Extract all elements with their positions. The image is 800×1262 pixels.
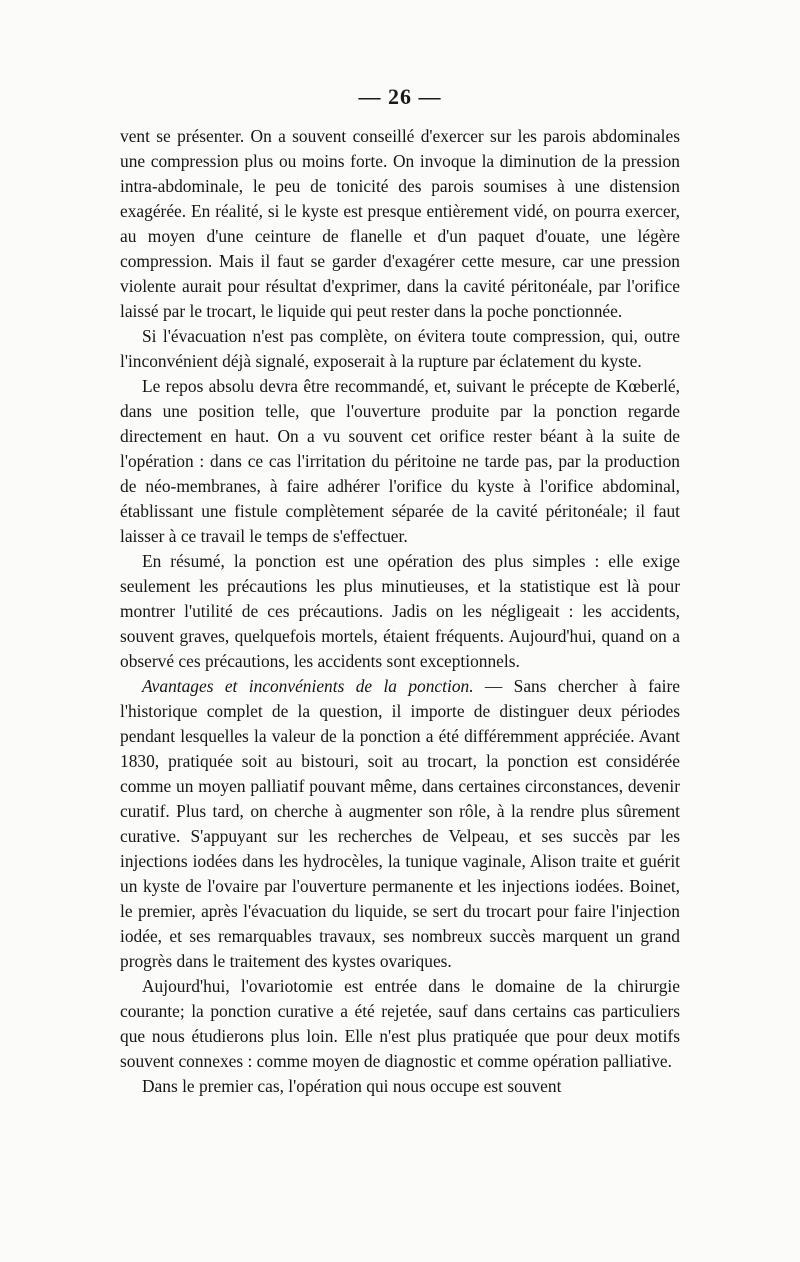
body-text (120, 124, 680, 1099)
paragraph: Le repos absolu devra être recommandé, et, suivant le précepte de Kœberlé, dans une position telle, que l'ouverture produite par la ponction regarde directement en haut. On a vu souvent cet orifice rester béant à la suite de l'opération : dans ce cas l'irritation du péritoine ne tarde pas, par la production de néo-membranes, à faire adhérer l'orifice du kyste à l'orifice abdominal, établissant une fistule complètement séparée de la cavité péritonéale; il faut laisser à ce travail le temps de s'effectuer. (120, 376, 680, 546)
paragraph: Si l'évacuation n'est pas complète, on évitera toute compression, qui, outre l'inconvénient déjà signalé, exposerait à la rupture par éclatement du kyste. (120, 326, 680, 371)
paragraph-body: — Sans chercher à faire l'historique complet de la question, il importe de distinguer deux périodes pendant lesquelles la valeur de la ponction a été différemment appréciée. Avant 1830, pratiquée soit au bistouri, soit au trocart, la ponction est considérée comme un moyen palliatif pouvant même, dans certaines circonstances, devenir curatif. Plus tard, on cherche à augmenter son rôle, à la rendre plus sûrement curative. S'appuyant sur les recherches de Velpeau, et ses succès par les injections iodées dans les hydrocèles, la tunique vaginale, Alison traite et guérit un kyste de l'ovaire par l'ouverture permanente et les injections iodées. Boinet, le premier, après l'évacuation du liquide, se sert du trocart pour faire l'injection iodée, et ses remarquables travaux, ses nombreux succès marquent un grand progrès dans le traitement des kystes ovariques. (120, 676, 680, 971)
paragraph: En résumé, la ponction est une opération des plus simples : elle exige seulement les précautions les plus minutieuses, et la statistique est là pour montrer l'utilité de ces précautions. Jadis on les négligeait : les accidents, souvent graves, quelquefois mortels, étaient fréquents. Aujourd'hui, quand on a observé ces précautions, les accidents sont exceptionnels. (120, 551, 680, 671)
page-number: — 26 — (358, 84, 442, 109)
paragraph-with-heading (120, 674, 680, 974)
section-heading: Avantages et inconvénients de la ponction. (142, 676, 474, 696)
paragraph: Aujourd'hui, l'ovariotomie est entrée dans le domaine de la chirurgie courante; la ponction curative a été rejetée, sauf dans certains cas particuliers que nous étudierons plus loin. Elle n'est plus pratiquée que pour deux motifs souvent connexes : comme moyen de diagnostic et comme opération palliative. (120, 976, 680, 1071)
paragraph: vent se présenter. On a souvent conseillé d'exercer sur les parois abdominales une compression plus ou moins forte. On invoque la diminution de la pression intra-abdominale, le peu de tonicité des parois soumises à une distension exagérée. En réalité, si le kyste est presque entièrement vidé, on pourra exercer, au moyen d'une ceinture de flanelle et d'un paquet d'ouate, une légère compression. Mais il faut se garder d'exagérer cette mesure, car une pression violente aurait pour résultat d'exprimer, dans la cavité péritonéale, par l'orifice laissé par le trocart, le liquide qui peut rester dans la poche ponctionnée. (120, 126, 680, 321)
paragraph: Dans le premier cas, l'opération qui nous occupe est souvent (142, 1076, 562, 1096)
